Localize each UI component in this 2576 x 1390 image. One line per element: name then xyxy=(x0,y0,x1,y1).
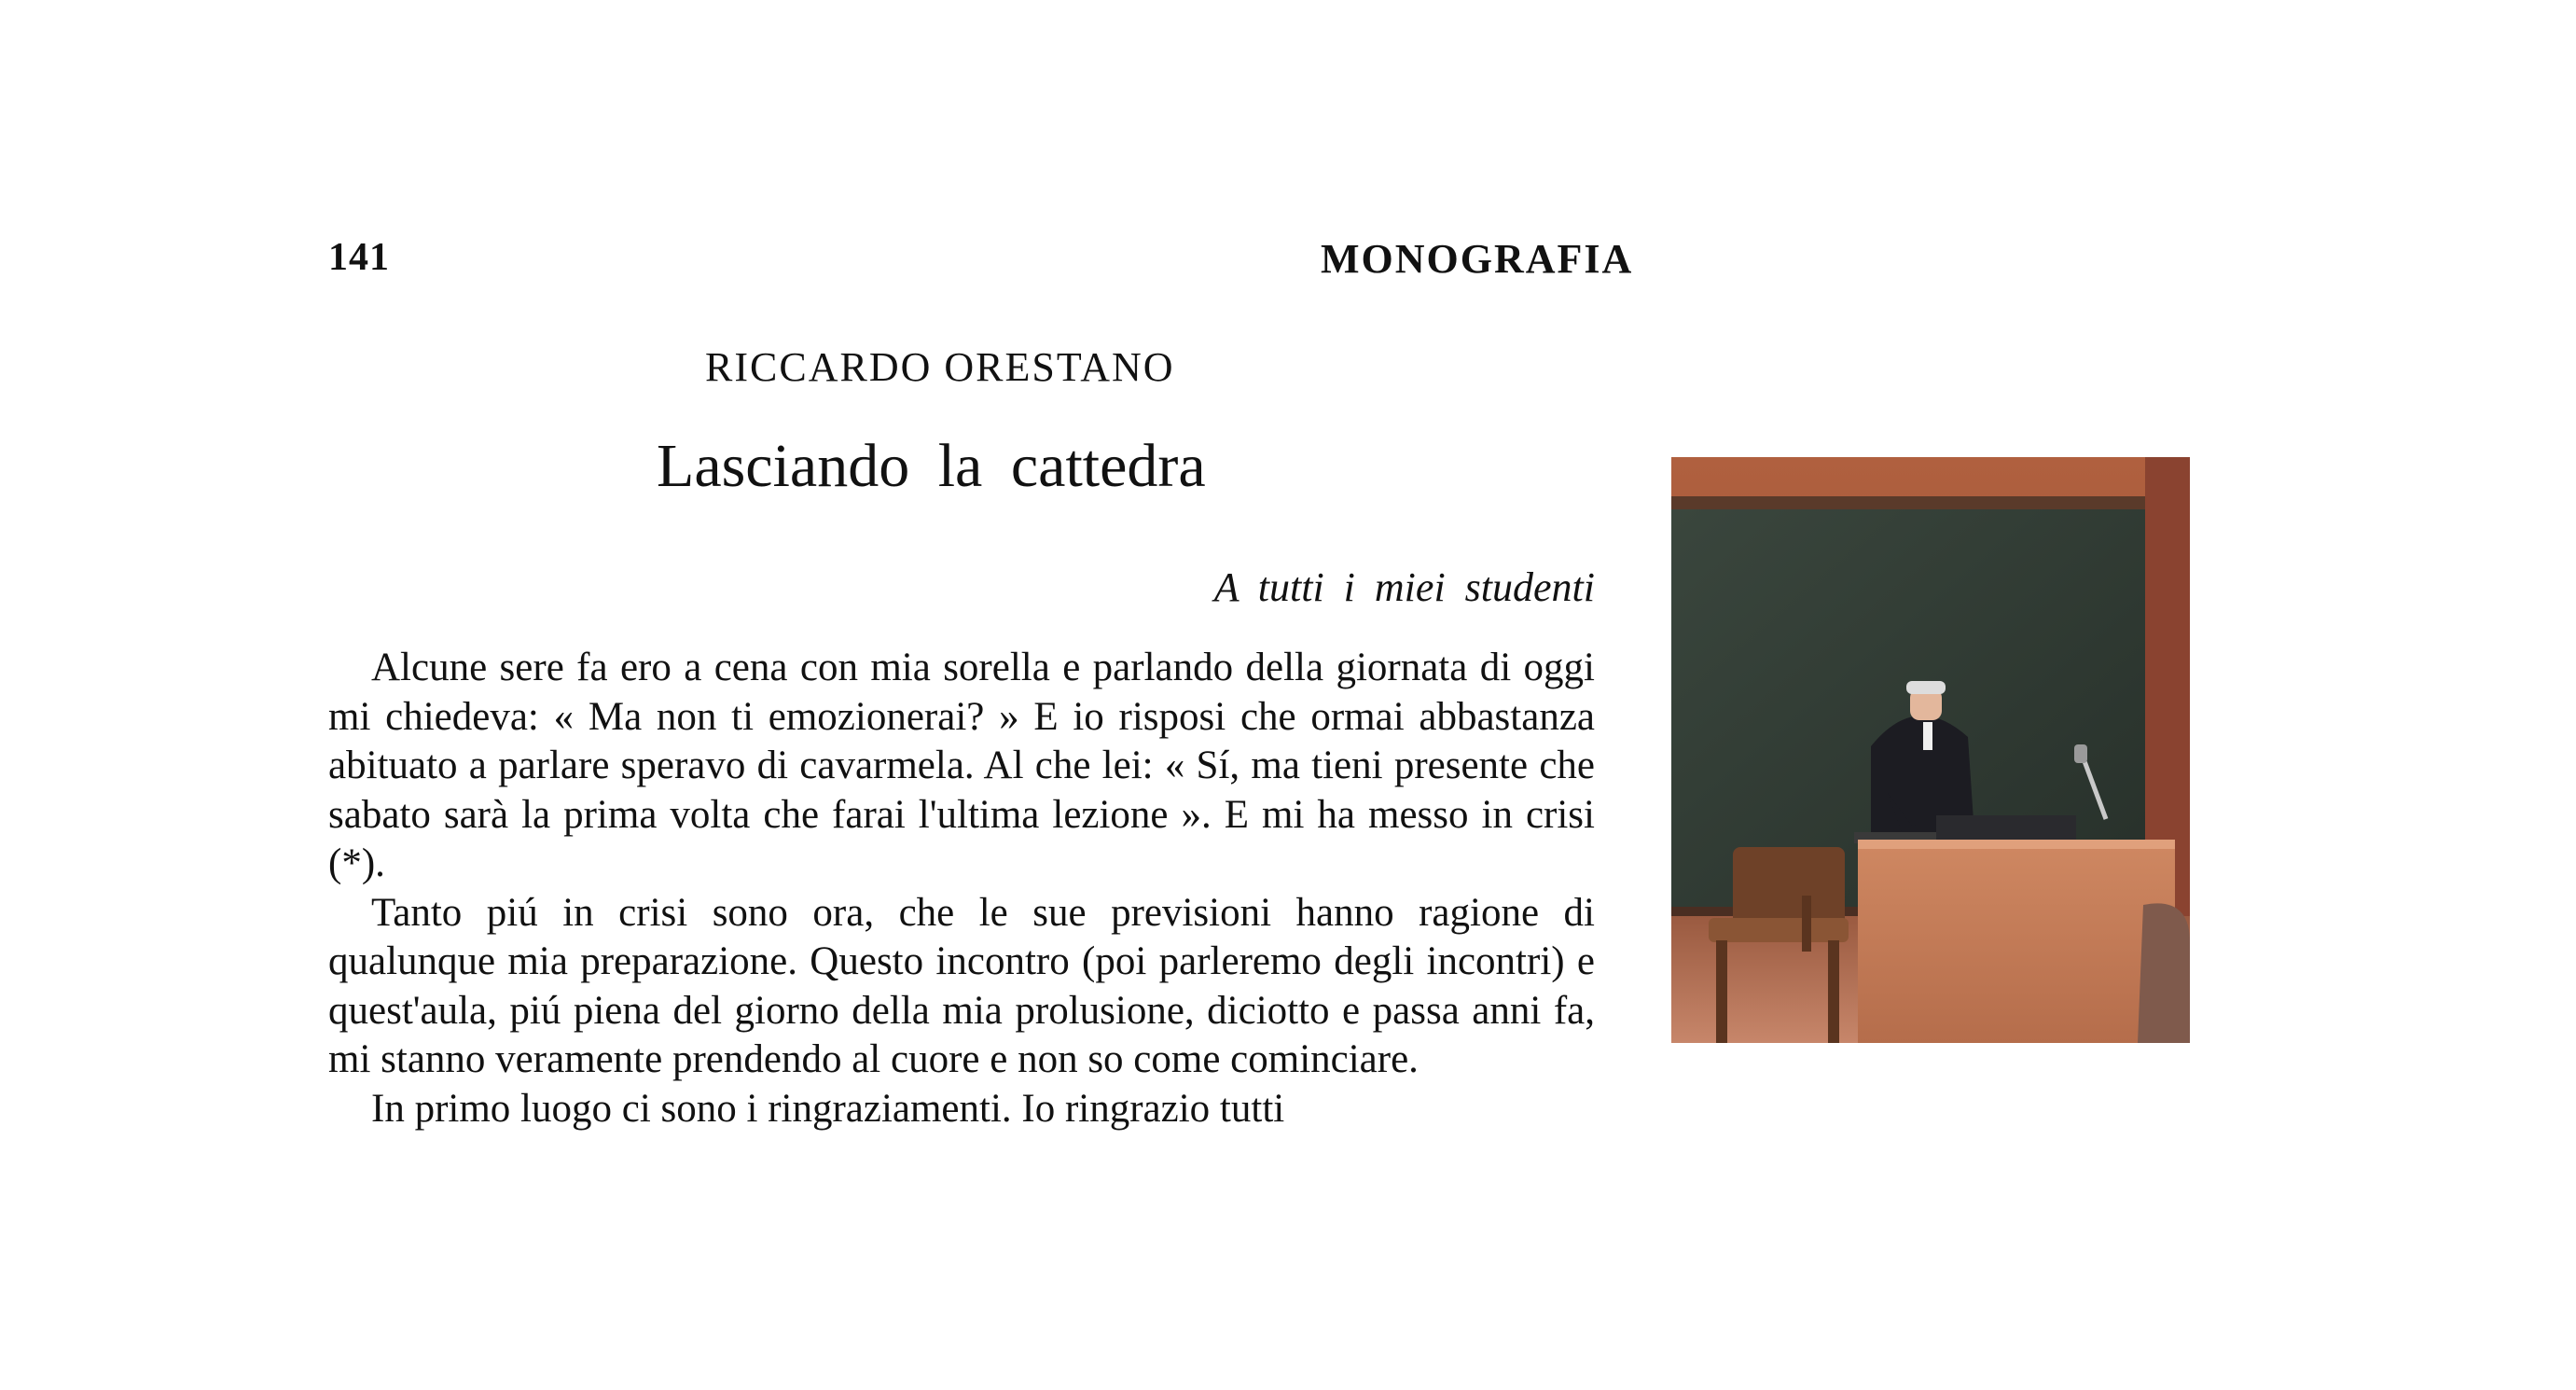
paragraph: Tanto piú in crisi sono ora, che le sue previsioni hanno ragione di qualunque mia preparazione. Questo incontro (poi parleremo degli incontri) e quest'aula, piú piena del giorno della mia prolusione, diciotto e passa anni fa, mi stanno veramente prendendo al cuore e non so come cominciare. xyxy=(328,890,1595,1081)
paragraph: Alcune sere fa ero a cena con mia sorella e parlando della giornata di oggi mi chiedeva: « Ma non ti emozionerai? » E io risposi che ormai abbastanza abituato a parlare speravo di cavarmela. Al che lei: « Sí, ma tieni presente che sabato sarà la prima volta che farai l'ultima lezione ». E mi ha messo in crisi (*). xyxy=(328,646,1595,885)
article-body xyxy=(328,644,1595,1153)
lecture-photo xyxy=(1671,457,2190,1043)
podium xyxy=(1858,840,2175,1043)
article-dedication: A tutti i miei studenti xyxy=(1213,564,1595,610)
lecture-photo-illustration xyxy=(1671,457,2190,1043)
article-title: Lasciando la cattedra xyxy=(657,432,1206,500)
paragraph: In primo luogo ci sono i ringraziamenti. Io ringrazio tutti xyxy=(371,1086,1285,1131)
running-head: MONOGRAFIA xyxy=(1321,236,1634,282)
page-number: 141 xyxy=(328,236,390,279)
article-author: RICCARDO ORESTANO xyxy=(705,344,1175,390)
board-top-rail xyxy=(1671,496,2156,509)
